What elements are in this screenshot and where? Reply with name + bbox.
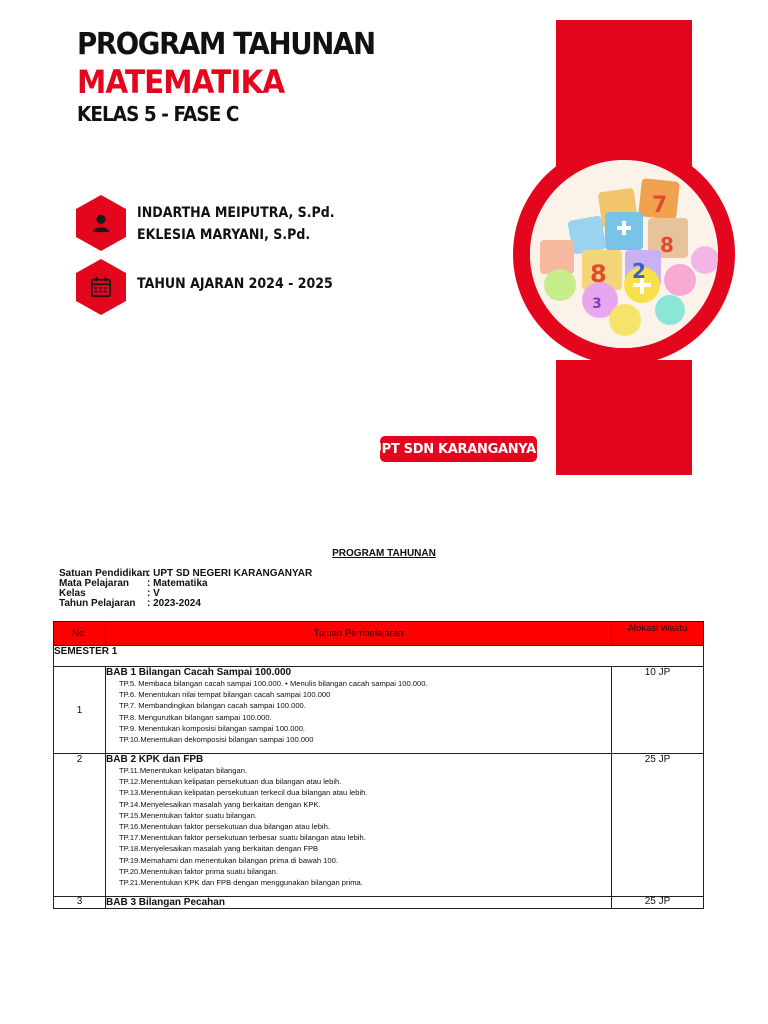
cover-title-subject: MATEMATIKA [77,63,285,101]
tp-item: TP.15.Menentukan faktor suatu bilangan. [119,810,257,820]
svg-text:8: 8 [660,233,674,257]
svg-text:3: 3 [592,296,602,312]
chapter-title: BAB 2 KPK dan FPB [106,754,204,765]
tp-item: TP.9. Menentukan komposisi bilangan sampai 100.000. [119,723,306,733]
row-number: 3 [54,897,106,909]
row-content [106,754,612,897]
decor-band-bottom [556,360,692,475]
meta-row [59,579,312,589]
row-number: 1 [54,667,106,754]
tp-item: TP.6. Menentukan nilai tempat bilangan cacah sampai 100.000 [119,690,331,700]
tp-item: TP.17.Menentukan faktor persekutuan terbesar suatu bilangan atau lebih. [119,833,366,843]
row-content [106,667,612,754]
tp-item: TP.20.Menentukan faktor prima suatu bilangan. [119,866,279,876]
chapter-title: BAB 1 Bilangan Cacah Sampai 100.000 [106,667,292,678]
semester-row [54,646,704,667]
table-header-row [54,622,704,646]
meta-value: : V [147,588,160,599]
table-row [54,754,704,897]
user-icon [76,195,126,251]
tp-item: TP.14.Menyelesaikan masalah yang berkaitan dengan KPK. [119,799,321,809]
tp-item: TP.11.Menentukan kelipatan bilangan. [119,766,248,775]
header-tujuan: Tujuan Pembelajaran [106,622,612,646]
tp-item: TP.10.Menentukan dekomposisi bilangan sampai 100.000 [119,735,314,745]
header-alokasi: Alokasi Waktu [612,622,704,646]
tp-item: TP.16.Menentukan faktor persekutuan dua bilangan atau lebih. [119,822,330,832]
program-table [53,621,704,909]
svg-text:7: 7 [652,193,668,218]
tp-item: TP.19.Memahami dan menentukan bilangan prima di bawah 100. [119,855,338,865]
meta-value: : UPT SD NEGERI KARANGANYAR [147,568,313,579]
time-allocation: 10 JP [612,667,704,754]
svg-text:2: 2 [632,259,646,283]
tp-item: TP.5. Membaca bilangan cacah sampai 100.000. • Menulis bilangan cacah sampai 100.000. [119,679,428,688]
cover-page [0,0,768,480]
chapter-title: BAB 3 Bilangan Pecahan [106,897,225,908]
row-content [106,897,612,909]
meta-value: : Matematika [147,578,208,589]
tp-item: TP.7. Membandingkan bilangan cacah sampai 100.000. [119,701,306,711]
document-meta [59,569,312,609]
meta-label: Tahun Pelajaran [59,598,136,609]
calendar-icon [76,259,126,315]
author-name-1: INDARTHA MEIPUTRA, S.Pd. [137,205,335,221]
school-badge: UPT SDN KARANGANYAR [380,436,537,462]
cover-title-class: KELAS 5 - FASE C [77,102,239,126]
document-title: PROGRAM TAHUNAN [332,548,436,559]
semester-label: SEMESTER 1 [54,646,704,667]
svg-text:8: 8 [590,260,607,288]
math-blocks-image [530,160,718,348]
meta-row [59,599,312,609]
tp-item: TP.12.Menentukan kelipatan persekutuan dua bilangan atau lebih. [119,777,342,787]
meta-value: : 2023-2024 [147,598,201,609]
tp-item: TP.21.Menentukan KPK dan FPB dengan menggunakan bilangan prima. [119,878,363,888]
row-number: 2 [54,754,106,897]
header-no: No. [54,622,106,646]
tp-item: TP.13.Menentukan kelipatan persekutuan terkecil dua bilangan atau lebih. [119,788,368,798]
meta-label: Kelas [59,588,86,599]
cover-title-line1: PROGRAM TAHUNAN [77,27,375,62]
author-name-2: EKLESIA MARYANI, S.Pd. [137,227,311,243]
meta-label: Satuan Pendidikan [59,568,149,579]
academic-year: TAHUN AJARAN 2024 - 2025 [137,276,333,292]
tp-item: TP.8. Mengurutkan bilangan sampai 100.000. [119,712,272,722]
table-row [54,897,704,909]
meta-label: Mata Pelajaran [59,578,130,589]
time-allocation: 25 JP [612,754,704,897]
tp-item: TP.18.Menyelesaikan masalah yang berkaitan dengan FPB [119,844,319,854]
table-row [54,667,704,754]
time-allocation: 25 JP [612,897,704,909]
